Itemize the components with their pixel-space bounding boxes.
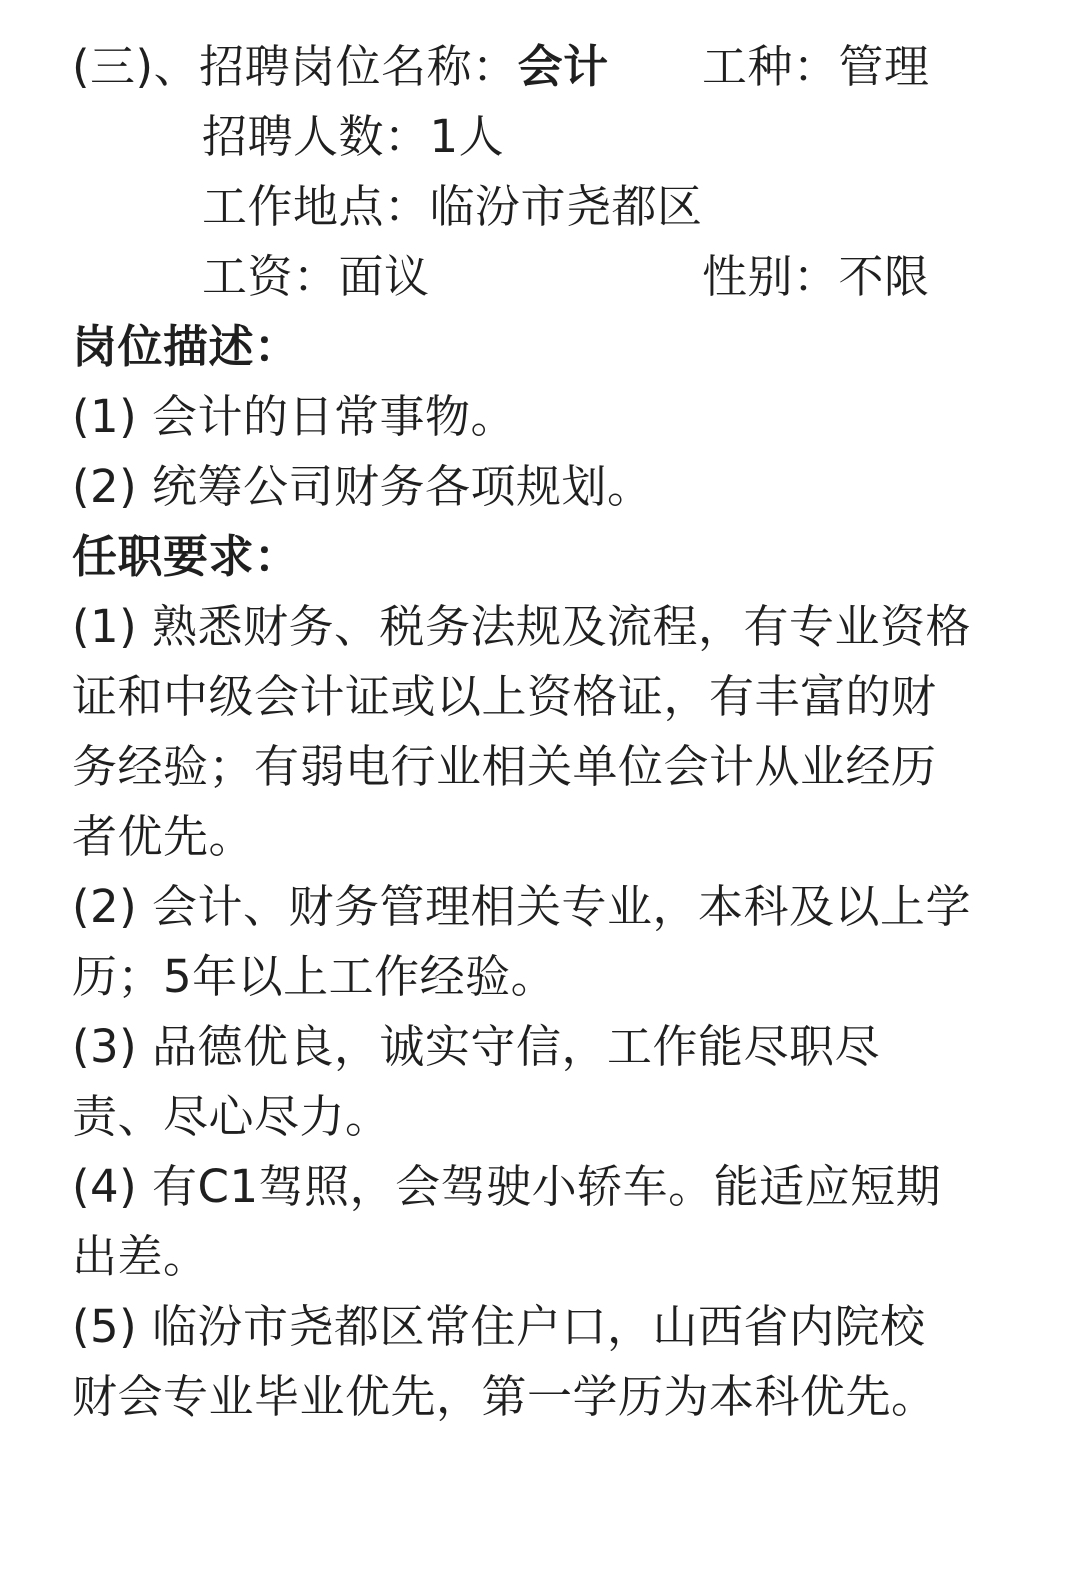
salary: 工资：面议	[202, 250, 430, 303]
requirement-line: 者优先。	[72, 810, 255, 863]
requirement-line: (5) 临汾市尧都区常住户口，山西省内院校	[72, 1300, 926, 1353]
requirement-line: 务经验；有弱电行业相关单位会计从业经历	[72, 740, 937, 793]
requirement-line: (2) 会计、财务管理相关专业，本科及以上学	[72, 880, 972, 933]
salary-gender-row	[72, 242, 1012, 312]
requirement-item-1	[72, 592, 1012, 872]
position-title-row	[72, 32, 1012, 102]
requirement-line: 财会专业毕业优先，第一学历为本科优先。	[72, 1370, 937, 1423]
requirements-heading: 任职要求：	[72, 530, 300, 583]
requirement-line: (1) 熟悉财务、税务法规及流程，有专业资格	[72, 600, 972, 653]
position-title: 会计	[517, 40, 609, 93]
work-location: 工作地点：临汾市尧都区	[202, 180, 703, 233]
requirement-item-3	[72, 1012, 1012, 1152]
requirement-line: 历；5年以上工作经验。	[72, 950, 557, 1003]
requirement-item-2	[72, 872, 1012, 1012]
requirement-line: 证和中级会计证或以上资格证，有丰富的财	[72, 670, 937, 723]
description-item: (1) 会计的日常事物。	[72, 390, 517, 443]
gender: 性别：不限	[702, 250, 930, 303]
requirement-item-5	[72, 1292, 1012, 1432]
section-prefix: (三)、招聘岗位名称：	[72, 40, 518, 93]
requirement-line: (3) 品德优良，诚实守信，工作能尽职尽	[72, 1020, 881, 1073]
job-posting-document	[72, 0, 1012, 1432]
description-item: (2) 统筹公司财务各项规划。	[72, 460, 653, 513]
headcount: 招聘人数：1人	[202, 110, 505, 163]
description-heading: 岗位描述：	[72, 320, 300, 373]
requirement-line: 责、尽心尽力。	[72, 1090, 391, 1143]
job-type: 工种：管理	[702, 40, 930, 93]
requirement-item-4	[72, 1152, 1012, 1292]
requirement-line: 出差。	[72, 1230, 209, 1283]
requirement-line: (4) 有C1驾照，会驾驶小轿车。能适应短期	[72, 1160, 942, 1213]
